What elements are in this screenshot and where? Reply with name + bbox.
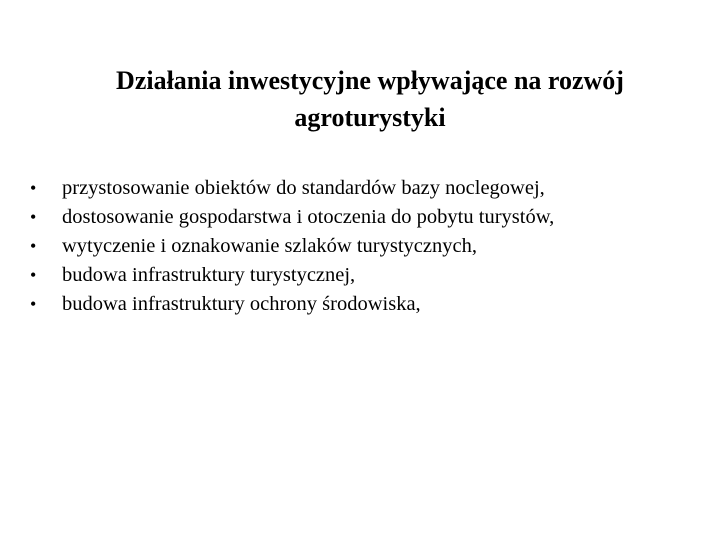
bullet-item xyxy=(30,203,554,232)
bullet-item xyxy=(30,232,554,261)
slide-title xyxy=(30,62,710,136)
bullet-item xyxy=(30,174,554,203)
bullet-list xyxy=(30,174,554,319)
bullet-text: dostosowanie gospodarstwa i otoczenia do pobytu turystów, xyxy=(62,206,555,228)
bullet-marker: • xyxy=(30,265,37,285)
bullet-marker: • xyxy=(30,236,37,256)
bullet-item xyxy=(30,290,554,319)
bullet-item xyxy=(30,261,554,290)
bullet-text: budowa infrastruktury ochrony środowiska, xyxy=(62,293,421,315)
bullet-text: wytyczenie i oznakowanie szlaków turystycznych, xyxy=(62,235,477,257)
slide-title-line-2: agroturystyki xyxy=(294,103,446,132)
bullet-marker: • xyxy=(30,294,37,314)
slide-title-line-1: Działania inwestycyjne wpływające na rozwój xyxy=(116,66,624,95)
bullet-text: budowa infrastruktury turystycznej, xyxy=(62,264,356,286)
bullet-marker: • xyxy=(30,178,37,198)
bullet-text: przystosowanie obiektów do standardów bazy noclegowej, xyxy=(62,177,545,199)
bullet-marker: • xyxy=(30,207,37,227)
